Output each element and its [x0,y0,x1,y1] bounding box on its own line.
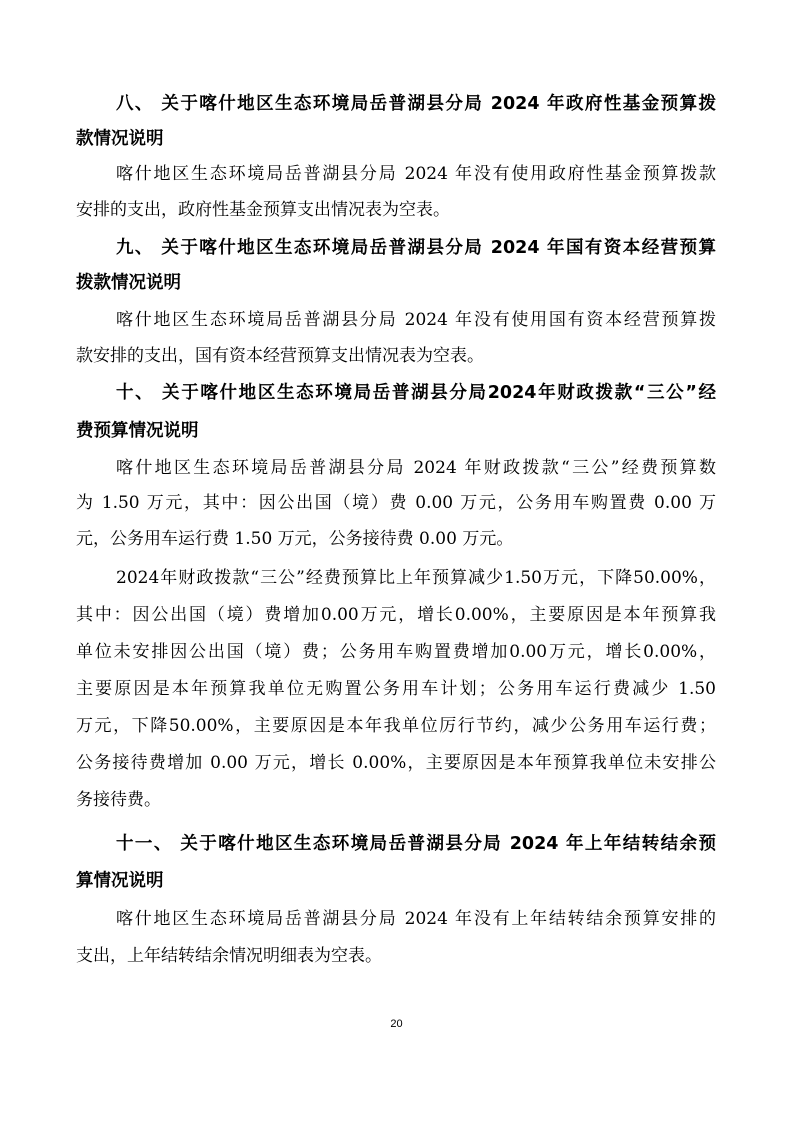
section-11-heading-line-2: 算情况说明 [76,871,164,891]
section-9-body-line-1: 喀什地区生态环境局岳普湖县分局 2024 年没有使用国有资本经营预算拨 [116,310,716,330]
section-11-body-line-2: 支出，上年结转结余情况明细表为空表。 [76,946,382,966]
section-10-heading-line-2: 费预算情况说明 [76,421,199,441]
section-10-body-line-8: 万元，下降50.00%，主要原因是本年我单位厉行节约，减少公务用车运行费； [76,716,716,736]
section-10-body-line-6: 单位未安排因公出国（境）费；公务用车购置费增加0.00万元，增长0.00%， [76,642,716,662]
page-number: 20 [390,1018,403,1030]
section-8-heading-line-2: 款情况说明 [76,129,164,149]
section-11-body-line-1: 喀什地区生态环境局岳普湖县分局 2024 年没有上年结转结余预算安排的 [116,909,716,929]
section-10-body-line-2: 为 1.50 万元，其中：因公出国（境）费 0.00 万元，公务用车购置费 0.00 万 [76,493,716,513]
section-9-body-line-2: 款安排的支出，国有资本经营预算支出情况表为空表。 [76,346,484,366]
section-11-heading-line-1: 十一、 关于喀什地区生态环境局岳普湖县分局 2024 年上年结转结余预 [116,834,716,854]
section-10-body-line-3: 元，公务用车运行费 1.50 万元，公务接待费 0.00 万元。 [76,529,514,549]
section-10-body-line-9: 公务接待费增加 0.00 万元，增长 0.00%，主要原因是本年预算我单位未安排公 [76,753,716,773]
section-10-body-line-1: 喀什地区生态环境局岳普湖县分局 2024 年财政拨款“三公”经费预算数 [116,458,716,478]
section-10-body-line-4: 2024年财政拨款“三公”经费预算比上年预算减少1.50万元，下降50.00%， [116,568,716,588]
section-9-heading-line-1: 九、 关于喀什地区生态环境局岳普湖县分局 2024 年国有资本经营预算 [116,238,716,258]
section-8-heading-line-1: 八、 关于喀什地区生态环境局岳普湖县分局 2024 年政府性基金预算拨 [116,94,716,114]
section-8-body-line-2: 安排的支出，政府性基金预算支出情况表为空表。 [76,200,450,220]
section-9-heading-line-2: 拨款情况说明 [76,273,181,293]
section-8-body-line-1: 喀什地区生态环境局岳普湖县分局 2024 年没有使用政府性基金预算拨款 [116,164,716,184]
section-10-body-line-7: 主要原因是本年预算我单位无购置公务用车计划；公务用车运行费减少 1.50 [76,679,716,699]
section-10-body-line-5: 其中：因公出国（境）费增加0.00万元，增长0.00%，主要原因是本年预算我 [76,605,716,625]
section-10-heading-line-1: 十、 关于喀什地区生态环境局岳普湖县分局2024年财政拨款“三公”经 [116,383,716,403]
section-10-body-line-10: 务接待费。 [76,790,161,810]
